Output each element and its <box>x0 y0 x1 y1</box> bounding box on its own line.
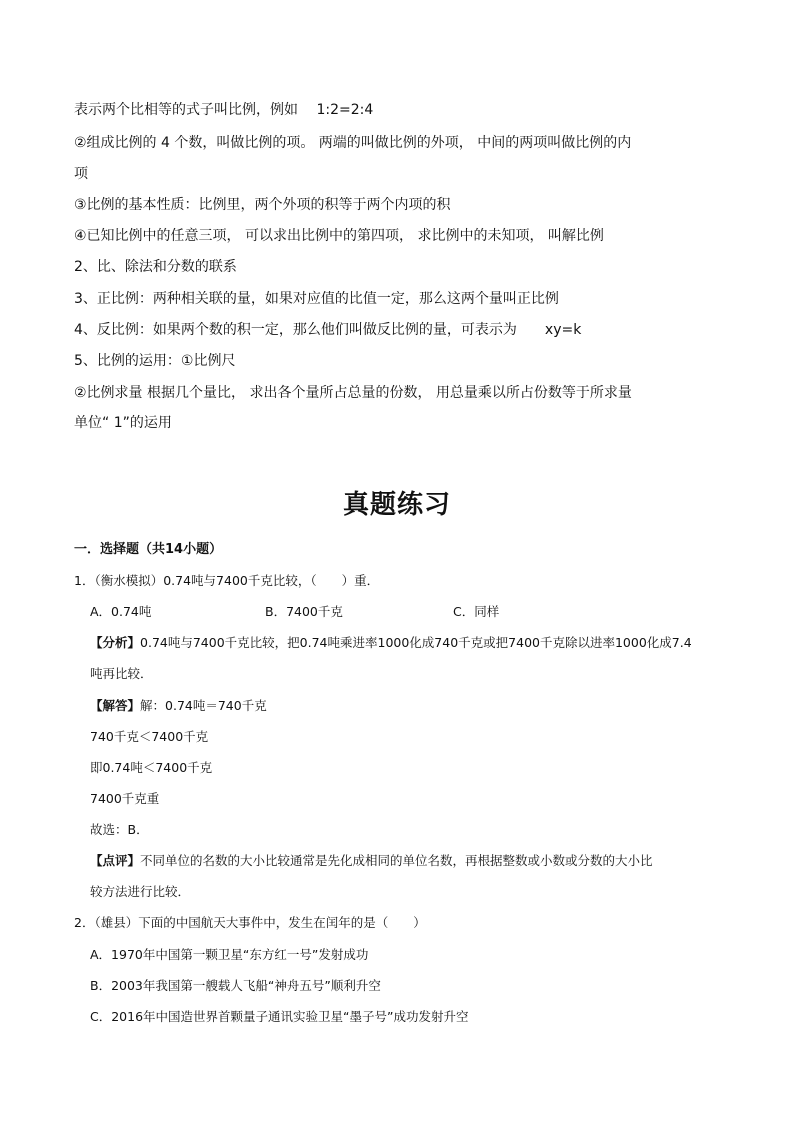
note-line-2b: 项 <box>74 166 88 182</box>
review-text-2: 较方法进行比较． <box>90 884 191 899</box>
answer-text-5: 故选：B． <box>90 822 149 837</box>
answer-text-4: 7400千克重 <box>90 791 160 806</box>
answer-tag: 【解答】 <box>90 698 141 713</box>
section-heading: 一．选择题（共14小题） <box>74 542 223 557</box>
analysis-tag: 【分析】 <box>90 635 141 650</box>
note-line-6: 3、正比例：两种相关联的量，如果对应值的比值一定，那么这两个量叫正比例 <box>74 291 559 307</box>
review-tag: 【点评】 <box>90 853 141 868</box>
answer-text-1: 解：0.74吨＝740千克 <box>140 698 267 713</box>
q1-stem: 1．（衡水模拟）0.74吨与7400千克比较，（ ）重． <box>74 573 380 588</box>
note-line-2: ②组成比例的 4 个数，叫做比例的项。 两端的叫做比例的外项， 中间的两项叫做比例的内 <box>74 135 632 151</box>
answer-text-2: 740千克＜7400千克 <box>90 729 209 744</box>
note-line-4: ④已知比例中的任意三项， 可以求出比例中的第四项， 求比例中的未知项， 叫解比例 <box>74 228 604 244</box>
note-line-8: 5、比例的运用：①比例尺 <box>74 353 236 369</box>
review-text-1: 不同单位的名数的大小比较通常是先化成相同的单位名数，再根据整数或小数或分数的大小比 <box>140 853 653 868</box>
note-line-7: 4、反比例：如果两个数的积一定，那么他们叫做反比例的量，可表示为 xy=k <box>74 322 582 338</box>
q2-option-c: C．2016年中国造世界首颗量子通讯实验卫星“墨子号”成功发射升空 <box>90 1009 469 1024</box>
answer-text-3: 即0.74吨＜7400千克 <box>90 760 213 775</box>
q1-analysis <box>90 634 734 652</box>
note-line-9: ②比例求量 根据几个量比， 求出各个量所占总量的份数， 用总量乘以所占份数等于所求量 <box>74 385 632 401</box>
q2-option-b: B．2003年我国第一艘载人飞船“神舟五号”顺利升空 <box>90 978 381 993</box>
note-line-5: 2、比、除法和分数的联系 <box>74 259 237 275</box>
analysis-text-2: 吨再比较． <box>90 666 153 681</box>
note-line-3: ③比例的基本性质：比例里，两个外项的积等于两个内项的积 <box>74 197 451 213</box>
q1-answer <box>90 697 734 715</box>
q2-stem: 2．（雄县）下面的中国航天大事件中，发生在闰年的是（ ） <box>74 915 426 930</box>
note-line-1: 表示两个比相等的式子叫比例，例如 1:2=2:4 <box>74 102 374 118</box>
q2-option-a: A．1970年中国第一颗卫星“东方红一号”发射成功 <box>90 947 369 962</box>
q1-option-c: C．同样 <box>453 604 500 619</box>
analysis-text-1: 0.74吨与7400千克比较，把0.74吨乘进率1000化成740千克或把7400千克除以进率1000化成7.4 <box>140 635 692 650</box>
q1-option-a: A．0.74吨 <box>90 604 152 619</box>
q1-review <box>90 852 734 870</box>
page-title: 真题练习 <box>342 490 451 520</box>
note-line-10: 单位“ 1”的运用 <box>74 415 172 431</box>
q1-option-b: B．7400千克 <box>265 604 343 619</box>
